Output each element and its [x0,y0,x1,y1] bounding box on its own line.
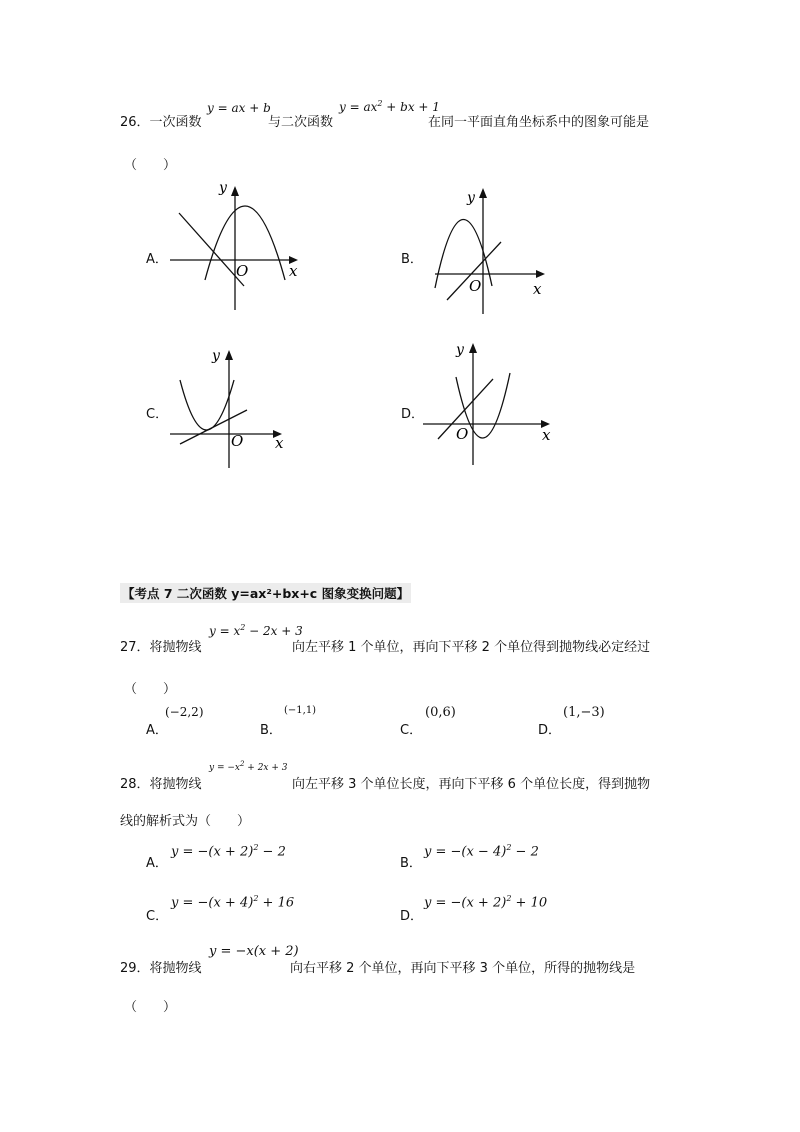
q27-option-d-label: D． [538,723,562,738]
q26-text3: 在同一平面直角坐标系中的图象可能是 [428,115,650,130]
q29-eq: y = −x(x + 2) [209,944,299,959]
q27-option-a-label: A． [146,723,168,738]
q28-text2: 向左平移 3 个单位长度，再向下平移 6 个单位长度，得到抛物 [292,777,651,792]
q28-text1: 将抛物线 [149,777,202,792]
q26-line [120,111,202,130]
graph-b [425,182,565,322]
q27-option-a-value: (−2,2) [165,705,204,719]
q28-eq [209,760,288,773]
q26-eq1: y = ax + b [207,101,271,115]
q29-blank: （ ） [124,1000,177,1015]
q27-text2: 向左平移 1 个单位，再向下平移 2 个单位得到抛物线必定经过 [292,640,651,655]
q27-number: 27． [120,640,150,655]
graph-c-parabola [180,380,234,430]
q26-eq2-exp: 2 [377,99,383,108]
graph-d-y-arrow [469,343,477,353]
graph-a-y-label: y [219,180,227,196]
q28-option-a-eq: $y = -(x + 2)^2 - 2$ [171,843,286,860]
graph-a [165,180,305,320]
q27-blank: （ ） [124,682,177,697]
q27-option-b-label: B． [260,723,282,738]
q27-eq [209,623,303,638]
q27-line [120,636,202,655]
q26-eq2-rest: + bx + 1 [382,100,440,114]
q27-option-d-value: (1,−3) [563,705,605,720]
q26-option-d-label: D． [401,407,425,422]
q28-option-b-eq: $y = -(x - 4)^2 - 2$ [424,843,539,860]
q28-eq-b: + 2x + 3 [244,763,288,773]
q26-text1: 一次函数 [149,115,202,130]
graph-a-x-label: x [289,262,298,280]
q26-number: 26． [120,115,150,130]
q28-option-c-eq: $y = -(x + 4)^2 + 16$ [171,894,295,911]
q26-text2: 与二次函数 [268,115,334,130]
q26-eq2 [339,99,440,114]
q27-eq-exp: 2 [240,623,246,632]
q28-option-a-label: A． [146,856,168,871]
graph-d-x-label: x [542,426,551,444]
q26-blank: （ ） [124,158,177,173]
q28-eq-exp: 2 [239,760,245,768]
q29-text1: 将抛物线 [149,961,202,976]
q29-number: 29． [120,961,150,976]
graph-a-origin-label: O [236,262,249,280]
graph-b-y-arrow [479,188,487,198]
q27-option-b-value: (−1,1) [284,705,317,716]
q26-option-b-label: B． [401,252,423,267]
q28-option-d-label: D． [400,909,424,924]
q28-number: 28． [120,777,150,792]
graph-b-origin-label: O [469,277,482,295]
q27-eq-b: − 2x + 3 [245,624,303,638]
graph-c-y-arrow [225,350,233,360]
graph-d [418,337,568,472]
q27-option-c-label: C． [400,723,423,738]
q26-option-a-label: A． [146,252,168,267]
graph-c-origin-label: O [231,432,244,450]
q27-option-c-value: (0,6) [425,705,456,720]
q28-line [120,773,202,792]
q26-eq2-base: y = ax [339,100,378,114]
graph-d-origin-label: O [456,425,469,443]
graph-d-y-label: y [456,342,464,358]
q29-text2: 向右平移 2 个单位，再向下平移 3 个单位，所得的抛物线是 [290,961,636,976]
q27-eq-a: y = x [209,624,241,638]
q28-text3: 线的解析式为（ ） [120,814,251,829]
q26-option-c-label: C． [146,407,169,422]
graph-a-y-arrow [231,186,239,196]
graph-c [165,342,305,472]
graph-b-y-label: y [467,190,475,206]
q28-option-c-label: C． [146,909,169,924]
q28-option-d-eq: $y = -(x + 2)^2 + 10$ [424,894,548,911]
graph-b-x-arrow [536,270,545,278]
q28-eq-a: y = −x [209,763,240,773]
q27-text1: 将抛物线 [149,640,202,655]
graph-c-y-label: y [212,348,220,364]
graph-a-line [179,213,244,286]
q29-line [120,957,202,976]
graph-c-x-label: x [275,434,284,452]
q28-option-b-label: B． [400,856,422,871]
graph-b-x-label: x [533,280,542,298]
section-heading: 【考点 7 二次函数 y=ax²+bx+c 图象变换问题】 [120,583,411,603]
